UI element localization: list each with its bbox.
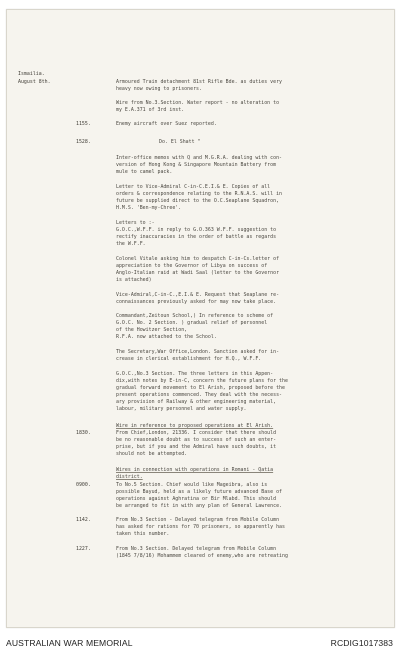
entry-line: version of Hong Kong & Singapore Mountain Battery from	[116, 162, 277, 168]
entry-time: 1528.	[76, 139, 91, 145]
place-label: Ismailia.	[18, 71, 45, 77]
entry-line: R.F.A. now attached to the School.	[116, 334, 217, 340]
entry-time: 1155.	[76, 121, 91, 127]
entry-line: Letter to Vice-Admiral C-in-C.E.I.& E. Copies of all	[116, 184, 271, 190]
entry-line: G.O.C. No. 2 Section. ) gradual relief of personnel	[116, 320, 268, 326]
entry-line: present operations commenced. They deal with the necess-	[116, 392, 283, 398]
entry-line: possible Bayud, held as a likely future advanced Base of	[116, 489, 283, 495]
entry-line: appreciation to the Governor of Libya on success of	[116, 263, 268, 269]
entry-line: heavy now owing to prisoners.	[116, 86, 202, 92]
entry-line: From No.3 Section. Delayed telegram from Mobile Column	[116, 546, 277, 552]
entry-line: From No.3 Section - Delayed telegram from Mobile Column	[116, 517, 280, 523]
entry-line: of the Howitzer Section,	[116, 327, 188, 333]
entry-line: H.M.S. 'Ben-my-Chree'.	[116, 205, 182, 211]
entry-line: future be supplied direct to the O.C.Seaplane Squadron,	[116, 198, 280, 204]
entry-line: is attached)	[116, 277, 152, 283]
document-page	[6, 9, 395, 628]
entry-line: Enemy aircraft over Suez reported.	[116, 121, 217, 127]
entry-line: operations against Aghratina or Bir Mlabd. This should	[116, 496, 277, 502]
entry-line: From Chief,London, 21336. I consider that there should	[116, 430, 277, 436]
entry-line: Anglo-Italian raid at Wadi Saal (letter to the Governor	[116, 270, 280, 276]
entry-line: crease in clerical establishment for H.Q., W.F.F.	[116, 356, 262, 362]
entry-time: 1830.	[76, 430, 91, 436]
entry-line: The Secretary,War Office,London. Sanction asked for in-	[116, 349, 280, 355]
entry-line: To No.5 Section. Chief would like Mageibra, also is	[116, 482, 268, 488]
entry-line: Inter-office memos with Q and M.G.R.A. dealing with con-	[116, 155, 283, 161]
entry-line: gradual forward movement to El Arish, proposed before the	[116, 385, 285, 391]
entry-line: the W.F.F.	[116, 241, 146, 247]
entry-line: taken this number.	[116, 531, 170, 537]
entry-line: has asked for rations for 70 prisoners, so apparently has	[116, 524, 285, 530]
section-heading: district.	[116, 474, 143, 480]
entry-line: orders & correspondence relating to the R.N.A.S. will in	[116, 191, 283, 197]
entry-line: Do. El Shatt "	[159, 139, 201, 145]
entry-line: be no reasonable doubt as to success of such an enter-	[116, 437, 277, 443]
section-heading: Wire in reference to proposed operations at El Arish.	[116, 423, 274, 429]
entry-line: rectify inaccuracies in the order of battle as regards	[116, 234, 277, 240]
entry-line: Commandant,Zeitoun School,) In reference to scheme of	[116, 313, 274, 319]
entry-line: (1845 7/8/16) Mohammem cleared of enemy,who are retreating	[116, 553, 288, 559]
entry-line: Colonel Vitale asking him to despatch C-in-Cs.letter of	[116, 256, 280, 262]
entry-time: 0900.	[76, 482, 91, 488]
entry-line: prise, but if you and the Admiral have such doubts, it	[116, 444, 277, 450]
entry-line: my E.A.371 of 3rd inst.	[116, 107, 185, 113]
entry-line: ary provision of Railway & other engineering material,	[116, 399, 277, 405]
entry-line: mule to camel pack.	[116, 169, 173, 175]
record-id-label: RCDIG1017383	[330, 638, 393, 648]
entry-time: 1142.	[76, 517, 91, 523]
entry-time: 1227.	[76, 546, 91, 552]
entry-line: be arranged to fit in with any plan of General Lawrence.	[116, 503, 283, 509]
entry-line: connaissances previously asked for may now take place.	[116, 299, 277, 305]
entry-line: dix,with notes by E-in-C, concern the future plans for the	[116, 378, 288, 384]
entry-line: labour, military personnel and water supply.	[116, 406, 247, 412]
entry-line: Vice-Admiral,C-in-C.,E.I.& E. Request that Seaplane re-	[116, 292, 280, 298]
entry-line: Letters to :-	[116, 220, 155, 226]
entry-line: G.O.C.,W.F.F. in reply to G.O.363 W.F.F. suggestion to	[116, 227, 277, 233]
archive-footer-label: AUSTRALIAN WAR MEMORIAL	[6, 638, 133, 648]
entry-line: Armoured Train detachment 81st Rifle Bde. as duties very	[116, 79, 283, 85]
date-label: August 8th.	[18, 79, 51, 85]
section-heading: Wires in connection with operations in Romani - Qatia	[116, 467, 274, 473]
entry-line: should not be attempted.	[116, 451, 188, 457]
entry-line: G.O.C.,No.3 Section. The three letters in this Appen-	[116, 371, 274, 377]
entry-line: Wire from No.3.Section. Water report - no alteration to	[116, 100, 280, 106]
